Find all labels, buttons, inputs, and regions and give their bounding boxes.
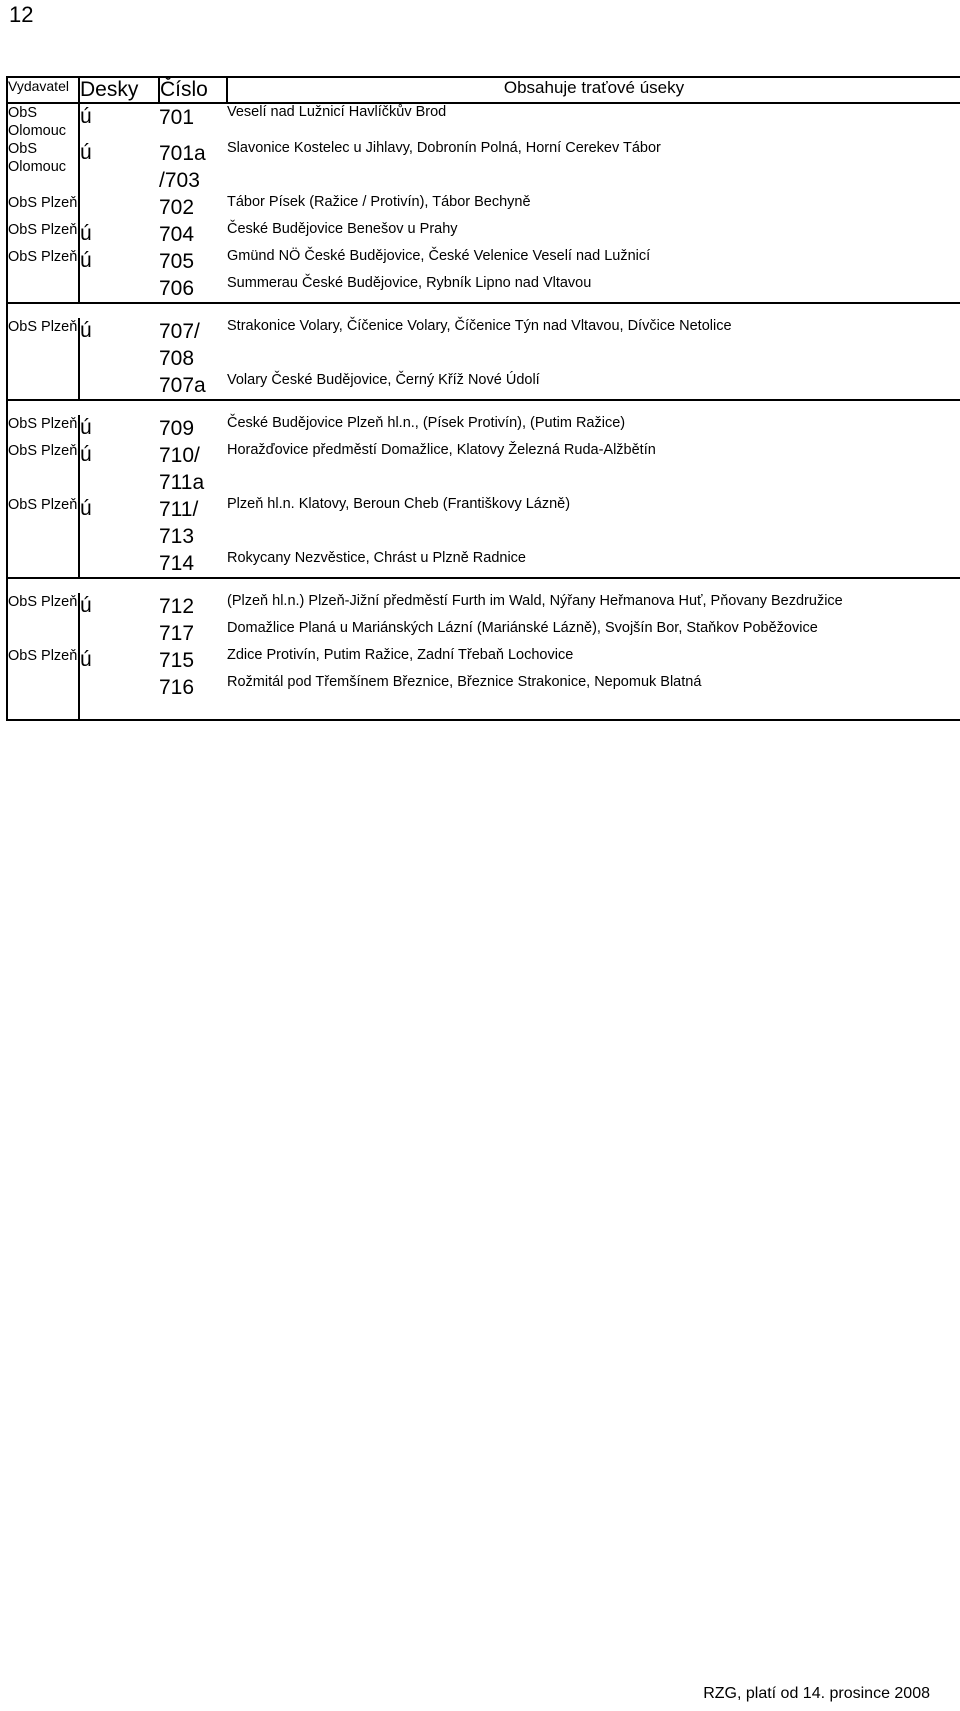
group-spacer <box>7 578 960 593</box>
header-publisher: Vydavatel <box>7 77 79 103</box>
desky-cell <box>79 550 159 578</box>
publisher-cell: ObS Plzeň <box>7 415 79 442</box>
cislo-cell: 704 <box>159 223 195 246</box>
desky-cell <box>79 372 159 400</box>
spacer-cell <box>7 578 960 593</box>
publisher-cell: ObS Plzeň <box>7 248 79 275</box>
desky-cell <box>79 674 159 720</box>
routes-table <box>6 76 960 721</box>
table-row <box>7 496 960 550</box>
cislo-cell: 701 <box>159 106 195 129</box>
cislo-cell: 717 <box>159 622 195 645</box>
group-spacer <box>7 303 960 318</box>
table-row <box>7 620 960 647</box>
route-cell: Slavonice Kostelec u Jihlavy, Dobronín Polná, Horní Cerekev Tábor <box>227 140 960 194</box>
desky-cell: ú <box>80 416 92 439</box>
route-cell: Veselí nad Lužnicí Havlíčkův Brod <box>227 103 960 140</box>
publisher-cell: ObS Plzeň <box>7 318 79 372</box>
table-row <box>7 674 960 720</box>
table-row <box>7 593 960 620</box>
cislo-cell: 701a /703 <box>159 142 206 192</box>
group-spacer <box>7 400 960 415</box>
publisher-cell: ObS Olomouc <box>7 140 79 194</box>
cislo-cell: 707/ 708 <box>159 320 200 370</box>
route-cell: České Budějovice Plzeň hl.n., (Písek Protivín), (Putim Ražice) <box>227 415 960 442</box>
table-row <box>7 318 960 372</box>
desky-cell: ú <box>80 443 92 466</box>
desky-cell: ú <box>80 222 92 245</box>
table-row <box>7 140 960 194</box>
desky-cell: ú <box>80 319 92 342</box>
table-row <box>7 221 960 248</box>
table-row <box>7 442 960 496</box>
desky-cell: ú <box>80 105 92 128</box>
route-cell: České Budějovice Benešov u Prahy <box>227 221 960 248</box>
publisher-cell: ObS Plzeň <box>7 593 79 620</box>
table-row <box>7 647 960 674</box>
header-obsahuje: Obsahuje traťové úseky <box>227 77 960 103</box>
header-row <box>7 77 960 103</box>
cislo-cell: 715 <box>159 649 195 672</box>
route-cell: Zdice Protivín, Putim Ražice, Zadní Třebaň Lochovice <box>227 647 960 674</box>
cislo-cell: 716 <box>159 674 227 720</box>
publisher-cell <box>7 372 79 400</box>
table-row <box>7 372 960 400</box>
publisher-cell: ObS Plzeň <box>7 194 79 221</box>
publisher-cell <box>7 674 79 720</box>
route-cell: (Plzeň hl.n.) Plzeň-Jižní předměstí Furth im Wald, Nýřany Heřmanova Huť, Pňovany Bezdružice <box>227 593 960 620</box>
route-cell: Strakonice Volary, Číčenice Volary, Číčenice Týn nad Vltavou, Dívčice Netolice <box>227 318 960 372</box>
desky-cell <box>79 194 159 221</box>
publisher-cell: ObS Plzeň <box>7 496 79 550</box>
desky-cell: ú <box>80 249 92 272</box>
table-row <box>7 550 960 578</box>
route-cell: Gmünd NÖ České Budějovice, České Velenice Veselí nad Lužnicí <box>227 248 960 275</box>
header-desky: Desky <box>79 77 159 103</box>
desky-cell: ú <box>80 141 92 164</box>
publisher-cell <box>7 620 79 647</box>
desky-cell <box>79 620 159 647</box>
footer-validity: RZG, platí od 14. prosince 2008 <box>703 1685 930 1702</box>
table-row <box>7 194 960 221</box>
route-cell: Domažlice Planá u Mariánských Lázní (Mariánské Lázně), Svojšín Bor, Staňkov Poběžovice <box>227 620 960 647</box>
route-cell: Plzeň hl.n. Klatovy, Beroun Cheb (Františkovy Lázně) <box>227 496 960 550</box>
publisher-cell <box>7 550 79 578</box>
header-cislo: Číslo <box>159 77 227 103</box>
publisher-cell: ObS Plzeň <box>7 442 79 496</box>
table-row <box>7 275 960 303</box>
route-cell: Rožmitál pod Třemšínem Březnice, Březnice Strakonice, Nepomuk Blatná <box>227 674 960 720</box>
cislo-cell: 705 <box>159 250 195 273</box>
cislo-cell: 709 <box>159 417 195 440</box>
route-cell: Horažďovice předměstí Domažlice, Klatovy Železná Ruda-Alžbětín <box>227 442 960 496</box>
table-row <box>7 103 960 140</box>
desky-cell: ú <box>80 648 92 671</box>
cislo-cell: 707a <box>159 372 227 400</box>
desky-cell: ú <box>80 497 92 520</box>
publisher-cell <box>7 275 79 303</box>
page-number: 12 <box>9 2 34 27</box>
table-row <box>7 248 960 275</box>
publisher-cell: ObS Plzeň <box>7 647 79 674</box>
route-cell: Rokycany Nezvěstice, Chrást u Plzně Radnice <box>227 550 960 578</box>
route-cell: Summerau České Budějovice, Rybník Lipno nad Vltavou <box>227 275 960 303</box>
cislo-cell: 702 <box>159 196 195 219</box>
cislo-cell: 714 <box>159 550 227 578</box>
route-cell: Tábor Písek (Ražice / Protivín), Tábor Bechyně <box>227 194 960 221</box>
cislo-cell: 712 <box>159 595 195 618</box>
spacer-cell <box>7 303 960 318</box>
cislo-cell: 710/ 711a <box>159 444 205 494</box>
desky-cell: ú <box>80 594 92 617</box>
publisher-cell: ObS Olomouc <box>7 103 79 140</box>
table-row <box>7 415 960 442</box>
spacer-cell <box>7 400 960 415</box>
publisher-cell: ObS Plzeň <box>7 221 79 248</box>
desky-cell <box>79 275 159 303</box>
route-cell: Volary České Budějovice, Černý Kříž Nové Údolí <box>227 372 960 400</box>
cislo-cell: 706 <box>159 275 227 303</box>
cislo-cell: 711/ 713 <box>159 498 199 548</box>
